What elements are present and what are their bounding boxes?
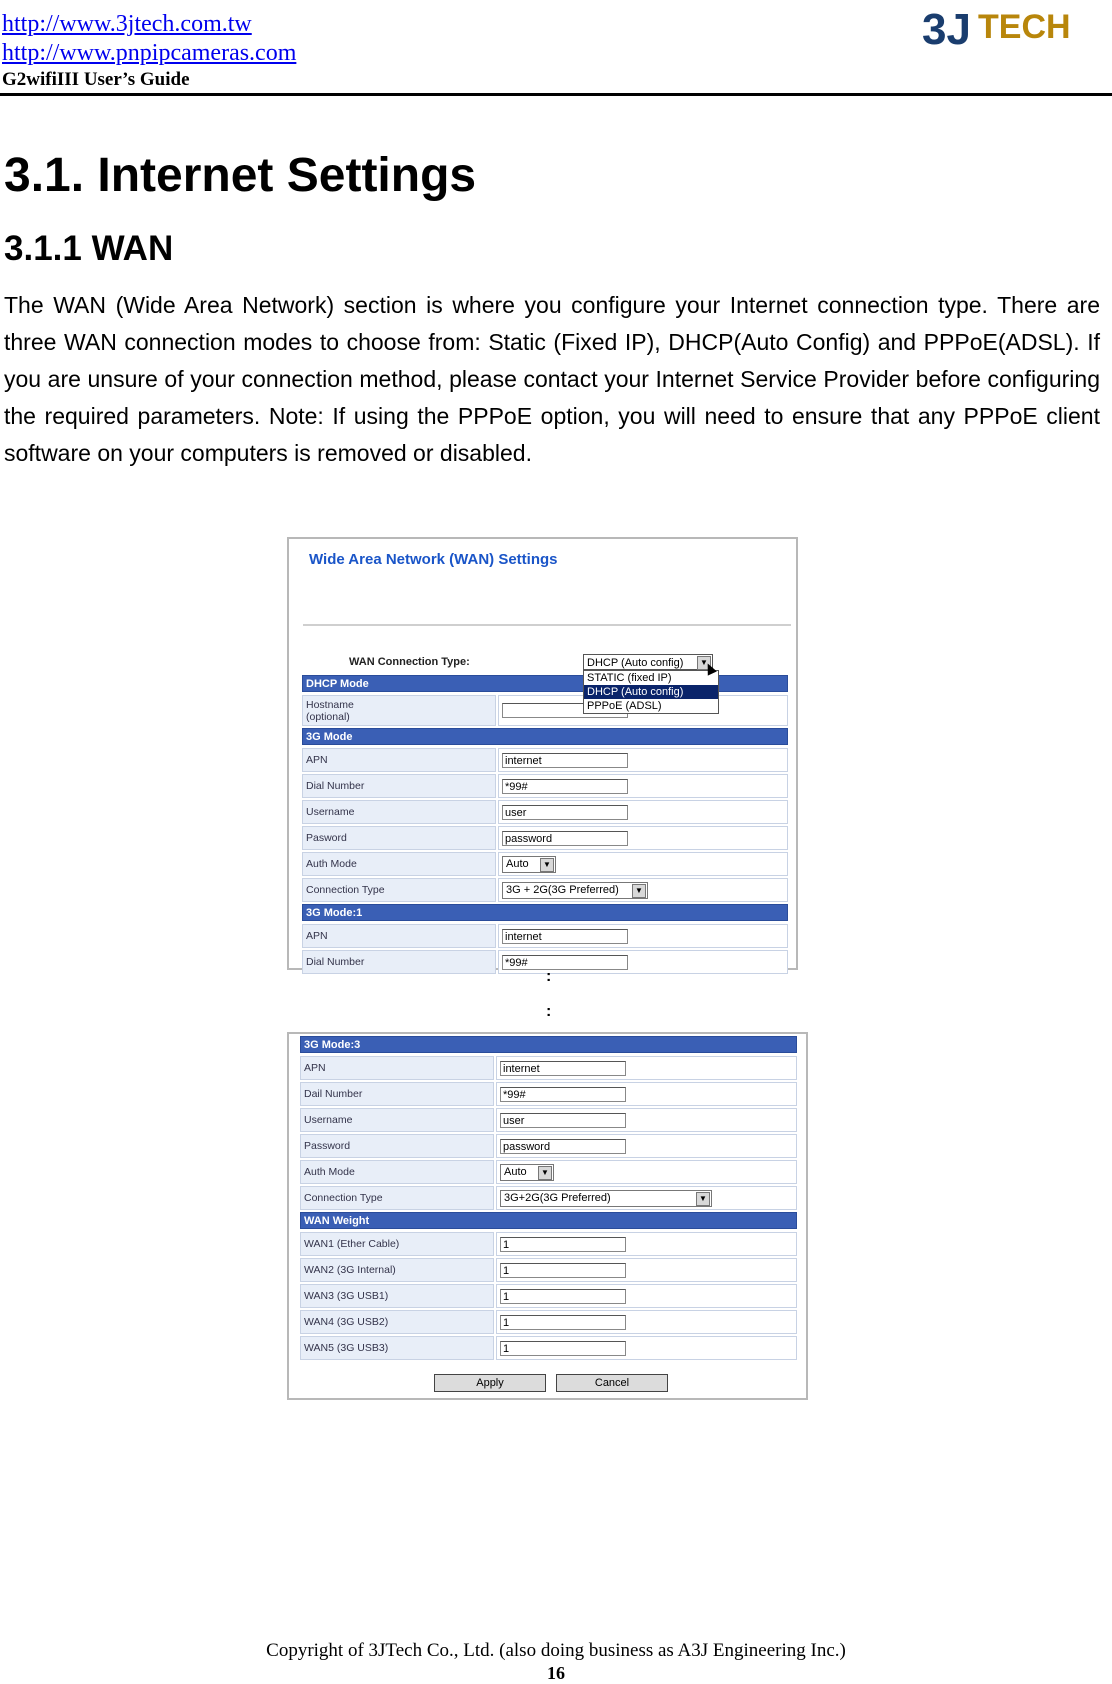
svg-text:TECH: TECH — [978, 8, 1071, 46]
3g-mode-1-header: 3G Mode:1 — [302, 904, 788, 921]
option-pppoe[interactable]: PPPoE (ADSL) — [587, 700, 662, 712]
table-row — [302, 950, 788, 974]
guide-title: G2wifiIII User’s Guide — [2, 69, 190, 90]
table-row — [300, 1186, 797, 1210]
table-row — [300, 1160, 797, 1184]
table-row — [300, 1082, 797, 1106]
dhcp-mode-header: DHCP Mode — [302, 675, 788, 692]
table-row — [300, 1232, 797, 1256]
chevron-down-icon: ▼ — [696, 1192, 710, 1206]
wan-connection-type-select[interactable] — [583, 654, 713, 670]
username-label: Username — [300, 1108, 494, 1132]
chevron-down-icon: ▼ — [697, 656, 711, 670]
apn-label: APN — [302, 924, 496, 948]
auth-mode-select[interactable] — [502, 856, 556, 873]
dial-number-input[interactable]: *99# — [502, 955, 628, 970]
connection-type-label: Connection Type — [302, 878, 496, 902]
wan3-label: WAN3 (3G USB1) — [300, 1284, 494, 1308]
table-row — [302, 924, 788, 948]
apn-input[interactable]: internet — [502, 753, 628, 768]
wan2-label: WAN2 (3G Internal) — [300, 1258, 494, 1282]
header-link-pnpipcameras[interactable]: http://www.pnpipcameras.com — [2, 40, 297, 66]
table-row — [300, 1336, 797, 1360]
password-label: Password — [300, 1134, 494, 1158]
table-row — [302, 878, 788, 902]
wan2-weight-input[interactable]: 1 — [500, 1263, 626, 1278]
username-input[interactable]: user — [500, 1113, 626, 1128]
cancel-button[interactable]: Cancel — [556, 1374, 668, 1392]
dial-number-input[interactable]: *99# — [500, 1087, 626, 1102]
ellipsis-dot: : — [546, 968, 552, 985]
dial-number-label: Dail Number — [300, 1082, 494, 1106]
3g-mode-header: 3G Mode — [302, 728, 788, 745]
auth-mode-value: Auto — [506, 858, 529, 870]
hostname-label-text: Hostname — [306, 698, 354, 711]
option-dhcp[interactable]: DHCP (Auto config) — [584, 685, 718, 699]
chevron-down-icon: ▼ — [540, 858, 554, 872]
table-row — [300, 1134, 797, 1158]
table-row — [300, 1310, 797, 1334]
wan1-label: WAN1 (Ether Cable) — [300, 1232, 494, 1256]
dial-number-label: Dial Number — [302, 950, 496, 974]
dial-number-label: Dial Number — [302, 774, 496, 798]
option-static[interactable]: STATIC (fixed IP) — [587, 672, 672, 684]
table-row — [302, 748, 788, 772]
wan-connection-type-options — [583, 670, 719, 714]
auth-mode-value: Auto — [504, 1166, 527, 1178]
wan1-weight-input[interactable]: 1 — [500, 1237, 626, 1252]
table-row — [302, 774, 788, 798]
connection-type-value: 3G+2G(3G Preferred) — [504, 1192, 611, 1204]
table-row — [302, 852, 788, 876]
3jtech-logo — [920, 2, 1071, 58]
3g-mode-3-header: 3G Mode:3 — [300, 1036, 797, 1053]
password-input[interactable]: password — [500, 1139, 626, 1154]
apn-label: APN — [300, 1056, 494, 1080]
svg-text:3J: 3J — [922, 5, 971, 54]
wan4-label: WAN4 (3G USB2) — [300, 1310, 494, 1334]
wan-settings-screenshot-top — [287, 537, 798, 970]
username-label: Username — [302, 800, 496, 824]
wan-connection-type-value: DHCP (Auto config) — [587, 657, 684, 669]
auth-mode-label: Auth Mode — [300, 1160, 494, 1184]
header-link-3jtech[interactable]: http://www.3jtech.com.tw — [2, 11, 252, 37]
chevron-down-icon: ▼ — [538, 1166, 552, 1180]
wan-connection-type-label: WAN Connection Type: — [349, 656, 470, 668]
wan-settings-title: Wide Area Network (WAN) Settings — [309, 551, 558, 568]
connection-type-select[interactable] — [502, 882, 648, 899]
username-input[interactable]: user — [502, 805, 628, 820]
connection-type-label: Connection Type — [300, 1186, 494, 1210]
wan5-label: WAN5 (3G USB3) — [300, 1336, 494, 1360]
wan3-weight-input[interactable]: 1 — [500, 1289, 626, 1304]
apn-input[interactable]: internet — [500, 1061, 626, 1076]
table-row — [302, 800, 788, 824]
connection-type-value: 3G + 2G(3G Preferred) — [506, 884, 619, 896]
table-row — [302, 826, 788, 850]
auth-mode-label: Auth Mode — [302, 852, 496, 876]
intro-paragraph: The WAN (Wide Area Network) section is where you configure your Internet connection type. There are three WAN connection modes to choose from: Static (Fixed IP), DHCP(Auto Config) and PPPoE(ADSL). If you are unsure of your connection method, please contact your Internet Service Provider before configuring the required parameters. Note: If using the PPPoE option, you will need to ensure that any PPPoE client software on your computers is removed or disabled. — [4, 292, 1100, 466]
wan-weight-header: WAN Weight — [300, 1212, 797, 1229]
apn-label: APN — [302, 748, 496, 772]
password-input[interactable]: password — [502, 831, 628, 846]
divider — [303, 624, 791, 626]
page-title: 3.1. Internet Settings — [4, 149, 477, 202]
apn-input[interactable]: internet — [502, 929, 628, 944]
section-title: 3.1.1 WAN — [4, 229, 174, 268]
wan4-weight-input[interactable]: 1 — [500, 1315, 626, 1330]
hostname-label — [302, 695, 496, 726]
copyright-text: Copyright of 3JTech Co., Ltd. (also doing business as A3J Engineering Inc.) — [266, 1640, 846, 1661]
dial-number-input[interactable]: *99# — [502, 779, 628, 794]
chevron-down-icon: ▼ — [632, 884, 646, 898]
wan5-weight-input[interactable]: 1 — [500, 1341, 626, 1356]
connection-type-select[interactable] — [500, 1190, 712, 1207]
password-label: Pasword — [302, 826, 496, 850]
ellipsis-dot: : — [546, 1003, 552, 1020]
apply-button[interactable]: Apply — [434, 1374, 546, 1392]
table-row — [300, 1056, 797, 1080]
header-rule — [0, 93, 1112, 96]
auth-mode-select[interactable] — [500, 1164, 554, 1181]
table-row — [300, 1108, 797, 1132]
page-number: 16 — [547, 1663, 565, 1683]
table-row — [300, 1258, 797, 1282]
wan-settings-screenshot-bottom — [287, 1032, 808, 1400]
hostname-optional-text: (optional) — [306, 710, 350, 723]
table-row — [300, 1284, 797, 1308]
